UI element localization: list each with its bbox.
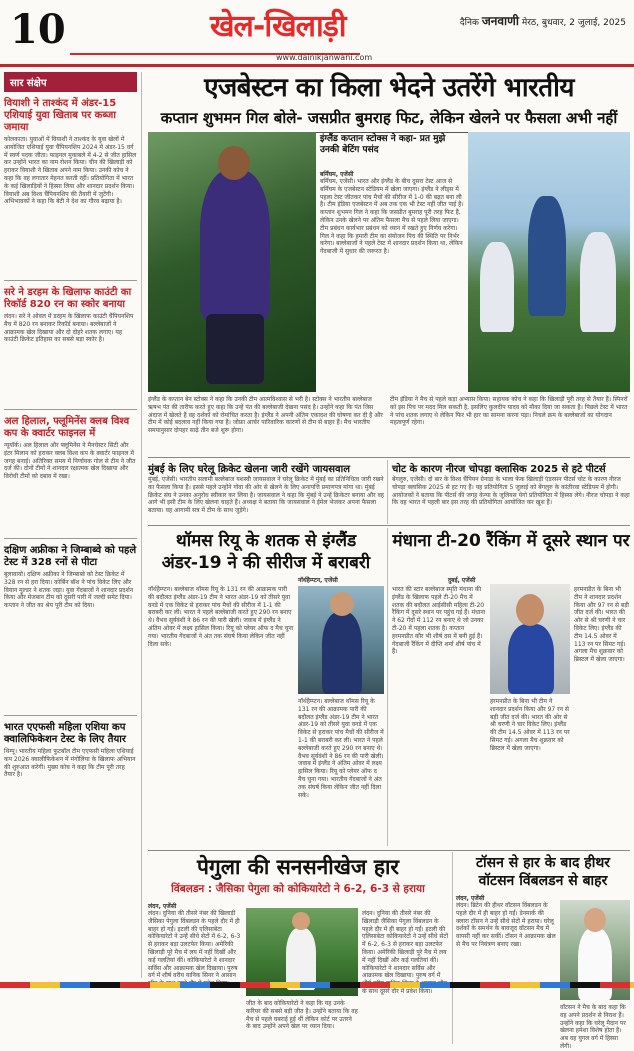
player-legs xyxy=(206,314,264,384)
player-figure xyxy=(580,232,616,332)
mandhana-photo xyxy=(490,584,570,694)
paper-prefix: दैनिक xyxy=(459,18,479,28)
pegula-body-col3: लंदन। दुनिया की तीसरे नंबर की खिलाड़ी जैसिका पेगुला विंबलडन के पहले दौर में ही बाहर हो गईं। इटली की एलिसाबेटा कोकियारेटो ने उन्हें सीधे सेटों में 6-2, 6-3 से हराकर बड़ा उलटफेर किया। अमेरिकी खिलाड़ी पूरे मैच में लय में नहीं दिखीं और कई गलतियां कीं। कोकियारेटो ने शानदार सर्विस और आक्रामक खेल दिखाया। पुरुष वर्ग में के साथ दूसरे दौर में प्रवेश किया। xyxy=(362,910,449,995)
player-figure xyxy=(528,196,566,316)
player-figure xyxy=(578,928,612,1000)
player-figure xyxy=(286,928,316,990)
website-url[interactable]: www.dainikjanwani.com xyxy=(276,53,373,62)
cricketer-photo xyxy=(298,586,384,694)
mandhana-body: भारत की स्टार बल्लेबाज स्मृति मंधाना की इंग्लैंड के खिलाफ पहले टी-20 मैच में शतक की बदौलत आईसीसी महिला टी-20 रैंकिंग में दूसरे स्थान पर पहुंच गई हैं। मंधाना ने 62 गेंदों में 112 रन बनाए थे जो उनका टी-20 में पहला शतक है। कप्तान हरमनप्रीत कौर भी शीर्ष दस में बनी हुई हैं। गेंदबाजी रैंकिंग में दीप्ति शर्मा शीर्ष पांच में हैं। xyxy=(392,586,486,656)
thomas-dateline: नॉर्थहैम्प्टन, एजेंसी xyxy=(298,577,338,584)
player-figure xyxy=(508,624,554,694)
paper-name: जनवाणी xyxy=(481,14,519,28)
player-head xyxy=(330,592,354,616)
brief-body: कोलकाता। युवाओं में वियाशी ने ताश्कंद के युवा खेलों में आयोजित एशियाई युवा चैंपियनशिप 2024 में अंडर-15 वर्ग में स्वर्ण पदक जीता। फाइनल मुकाबले में 4-2 से जीत हासिल कर उन्होंने भारत का नाम रोशन किया। चीन की खिलाड़ी को हराकर वियाशी ने खिताब अपने नाम किया। उनकी कोच ने कहा कि वह लगातार मेहनत करती रहीं। प्रतियोगिता में भारत के कई खिलाड़ियों ने हिस्सा लिया और शानदार प्रदर्शन किया। वियाशी अब विश्व चैंपियनशिप की तैयारी में जुटेंगी। अभिभावकों ने कहा कि बेटी ने देश का गौरव बढ़ाया है। xyxy=(4,136,137,206)
heather-body: लंदन। ब्रिटेन की हीथर वॉटसन विंबलडन के पहले दौर में ही बाहर हो गईं। डेनमार्क की क्लारा टॉसन ने उन्हें सीधे सेटों में हराया। घरेलू दर्शकों के समर्थन के बावजूद वॉटसन मैच में वापसी नहीं कर सकीं। टॉसन ने आक्रामक खेल से मैच पर नियंत्रण बनाए रखा। xyxy=(456,902,556,948)
color-registration-strip xyxy=(0,982,634,988)
pegula-body-cont: जीत के बाद कोकियारेटो ने कहा कि यह उनके करियर की सबसे बड़ी जीत है। उन्होंने बताया कि वह मैच से पहले घबराई हुई थीं लेकिन कोर्ट पर उतरने के बाद उन्होंने अपने खेल पर ध्यान दिया। xyxy=(246,1000,358,1031)
masthead xyxy=(0,0,634,64)
thomas-body: नॉर्थहैम्प्टन। बल्लेबाज थॉमस रियू के 131 रन की आक्रामक पारी की बदौलत इंग्लैंड अंडर-19 टीम ने भारत अंडर-19 को तीसरे युवा वनडे में एक विकेट से हराकर पांच मैचों की सीरीज में 1-1 की बराबरी कर ली। भारत ने पहले बल्लेबाजी करते हुए 290 रन बनाए थे। वैभव सूर्यवंशी ने 86 रन की पारी खेली। जवाब में इंग्लैंड ने अंतिम ओवर में लक्ष्य हासिल किया। रियू को प्लेयर ऑफ द मैच चुना गया। भारतीय गेंदबाजों ने अंत तक संघर्ष किया लेकिन जीत नहीं दिला सके। xyxy=(148,586,294,648)
pegula-dateline: लंदन, एजेंसी xyxy=(148,903,177,910)
lead-body-col1: बर्मिंघम, एजेंसी। भारत और इंग्लैंड के बीच दूसरा टेस्ट आज से बर्मिंघम के एजबेस्टन स्टेडियम में खेला जाएगा। इंग्लैंड ने लीड्स में पहला टेस्ट जीतकर पांच मैचों की सीरीज में 1-0 की बढ़त बना ली है। टीम इंडिया एजबेस्टन में अब तक एक भी टेस्ट नहीं जीत पाई है। कप्तान शुभमन गिल ने कहा कि जसप्रीत बुमराह पूरी तरह फिट हैं, लेकिन उनके खेलने पर अंतिम फैसला मैच से पहले लिया जाएगा। टीम प्रबंधन कार्यभार प्रबंधन को ध्यान में रखते हुए निर्णय करेगा। गिल ने कहा कि हमारी टीम का संयोजन पिच की स्थिति पर निर्भर करेगा। बल्लेबाजों ने पहले टेस्ट में शानदार प्रदर्शन किया था, लेकिन गेंदबाजी में सुधार की जरूरत है। xyxy=(320,178,464,256)
brief-headline: दक्षिण अफ्रीका ने जिम्बाब्वे को पहले टेस्ट में 328 रनों से पीटा xyxy=(4,545,137,568)
brief-headline: भारत एएफसी महिला एशिया कप क्वालिफिकेशन टेस्ट के लिए तैयार xyxy=(4,722,126,745)
mandhana-headline: मंधाना टी-20 रैंकिंग में दूसरे स्थान पर xyxy=(392,531,630,551)
brief-body: थिम्पू। भारतीय महिला फुटबॉल टीम एएफसी महिला एशियाई कप 2026 क्वालीफिकेशन में मंगोलिया के खिलाफ अभियान की शुरुआत करेगी। मुख्य कोच ने कहा कि टीम पूरी तरह तैयार है। xyxy=(4,748,136,779)
divider xyxy=(4,409,137,410)
divider xyxy=(148,850,630,851)
masthead-rule xyxy=(0,64,634,67)
divider xyxy=(452,852,453,1044)
player-head xyxy=(218,146,250,180)
heather-headline: टॉसन से हार के बाद हीथर वॉटसन विंबलडन से बाहर xyxy=(475,855,611,889)
neeraj-headline: चोट के कारण नीरज चोपड़ा क्लासिक 2025 से हटे पीटर्स xyxy=(392,464,606,475)
mumbai-body: मुंबई, एजेंसी। भारतीय सलामी बल्लेबाज यशस्वी जायसवाल ने घरेलू क्रिकेट में मुंबई का प्रतिनिधित्व जारी रखने का फैसला किया है। इससे पहले उन्होंने गोवा की ओर से खेलने के लिए अनापत्ति प्रमाणपत्र मांगा था। मुंबई क्रिकेट संघ ने उनका अनुरोध स्वीकार कर लिया है। जायसवाल ने कहा कि मुंबई ने उन्हें क्रिकेटर बनाया और वह आगे भी इसी टीम के लिए खेलना चाहते हैं। अध्यक्ष ने बताया कि जायसवाल ने ईमेल भेजकर अपना फैसला बताया। वह आगामी सत्र में टीम के साथ जुड़ेंगे। xyxy=(148,476,384,515)
mandhana-body-cont: हरमनप्रीत के बिना भी टीम ने शानदार प्रदर्शन किया और 97 रन से बड़ी जीत दर्ज की। भारत की ओर से श्री चरणी ने चार विकेट लिए। इंग्लैंड की टीम 14.5 ओवर में 113 रन पर सिमट गई। अगला मैच शुक्रवार को ब्रिस्टल में खेला जाएगा। xyxy=(490,698,570,752)
player-figure xyxy=(322,612,362,694)
player-head xyxy=(292,912,310,930)
player-figure xyxy=(480,242,514,332)
main-content xyxy=(148,72,630,1050)
divider xyxy=(148,457,630,458)
lead-kicker: इंग्लैंड कप्तान स्टोक्स ने कहा- प्रत मुझे उनकी बेटिंग पसंद xyxy=(320,134,446,155)
team-photo xyxy=(468,132,630,392)
lead-subheadline: कप्तान शुभमन गिल बोले- जसप्रीत बुमराह फिट, लेकिन खेलने पर फैसला अभी नहीं xyxy=(160,109,618,127)
thomas-body-cont: नॉर्थहैम्प्टन। बल्लेबाज थॉमस रियू के 131 रन की आक्रामक पारी की बदौलत इंग्लैंड अंडर-19 टीम ने भारत अंडर-19 को तीसरे युवा वनडे में एक विकेट से हराकर पांच मैचों की सीरीज में 1-1 की बराबरी कर ली। भारत ने पहले बल्लेबाजी करते हुए 290 रन बनाए थे। वैभव सूर्यवंशी ने 86 रन की पारी खेली। जवाब में इंग्लैंड ने अंतिम ओवर में लक्ष्य हासिल किया। रियू को प्लेयर ऑफ द मैच चुना गया। भारतीय गेंदबाजों ने अंत तक संघर्ष किया लेकिन जीत नहीं दिला सके। xyxy=(298,698,384,799)
section-title: खेल-खिलाड़ी xyxy=(210,9,346,44)
pegula-body: लंदन। दुनिया की तीसरे नंबर की खिलाड़ी जैसिका पेगुला विंबलडन के पहले दौर में ही बाहर हो गईं। इटली की एलिसाबेटा कोकियारेटो ने उन्हें सीधे सेटों में 6-2, 6-3 से हराकर बड़ा उलटफेर किया। अमेरिकी खिलाड़ी पूरे मैच में लय में नहीं दिखीं और कई गलतियां कीं। कोकियारेटो ने शानदार सर्विस और आक्रामक खेल दिखाया। पुरुष वर्ग में शीर्ष वरीय यानिक सिनर ने आसान xyxy=(148,910,241,980)
sidebar-briefs xyxy=(4,72,142,978)
date-line: मेरठ, बुधवार, 2 जुलाई, 2025 xyxy=(521,18,626,28)
divider xyxy=(387,460,388,524)
divider xyxy=(387,528,388,846)
brief-headline: सरे ने डरहम के खिलाफ काउंटी का रिकॉर्ड 820 रन का स्कोर बनाया xyxy=(4,287,132,310)
lead-dateline: बर्मिंघम, एजेंसी xyxy=(320,171,354,178)
heather-dateline: लंदन, एजेंसी xyxy=(456,895,485,902)
player-photo xyxy=(148,132,316,392)
pegula-headline: पेगुला की सनसनीखेज हार xyxy=(196,855,399,879)
mandhana-dateline: दुबई, एजेंसी xyxy=(448,577,476,584)
divider xyxy=(4,280,137,281)
mandhana-body-col3: हरमनप्रीत के बिना भी टीम ने शानदार प्रदर्शन किया और 97 रन से बड़ी जीत दर्ज की। भारत की ओर से श्री चरणी ने चार विकेट लिए। इंग्लैंड की टीम 14.5 ओवर में 113 रन पर सिमट गई। अगला मैच शुक्रवार को ब्रिस्टल में खेला जाएगा। xyxy=(574,586,629,664)
player-head xyxy=(584,908,606,932)
brief-body: बुलावायो। दक्षिण अफ्रीका ने जिम्बाब्वे को टेस्ट क्रिकेट में 328 रन से हरा दिया। कोर्बिन बॉश ने पांच विकेट लिए और वियान मुल्डर ने शतक जड़ा। युवा गेंदबाजों ने शानदार प्रदर्शन किया और मेजबान टीम को दूसरी पारी में जल्दी समेट दिया। कप्तान ने जीत का श्रेय पूरी टीम को दिया। xyxy=(4,571,134,610)
lead-body-col2: इंग्लैंड के कप्तान बेन स्टोक्स ने कहा कि उनकी टीम आत्मविश्वास से भरी है। स्टोक्स ने भारतीय बल्लेबाज ऋषभ पंत की तारीफ करते हुए कहा कि उन्हें पंत की बल्लेबाजी देखना पसंद है। उन्होंने कहा कि पंत जिस अंदाज में खेलते हैं वह दर्शकों को रोमांचित करता है। इंग्लैंड ने अपनी अंतिम एकादश की घोषणा कर दी है और टीम में कोई बदलाव नहीं किया गया है। जोफ्रा आर्चर पारिवारिक कारणों से टीम से बाहर हैं। मैच भारतीय समयानुसार दोपहर साढ़े तीन बजे शुरू होगा। xyxy=(148,396,383,435)
pegula-subheadline: विंबलडन : जैसिका पेगुला को कोकियारेटो ने 6-2, 6-3 से हराया xyxy=(171,883,425,895)
divider xyxy=(148,525,630,526)
neeraj-body: बेंगलुरु, एजेंसी। दो बार के विश्व चैंपियन ग्रेनाडा के भाला फेंक खिलाड़ी एंडरसन पीटर्स चोट के कारण नीरज चोपड़ा क्लासिक 2025 से हट गए हैं। यह प्रतियोगिता 5 जुलाई को बेंगलुरु के कांतीरवा स्टेडियम में होगी। आयोजकों ने बताया कि पीटर्स की जगह केन्या के जूलियस येगो प्रतियोगिता में हिस्सा लेंगे। नीरज चोपड़ा ने कहा कि वह भारत में पहली बार इस तरह की प्रतियोगिता आयोजित कर खुश हैं। xyxy=(392,476,630,507)
publication-info xyxy=(460,12,626,29)
sidebar-tag: सार संक्षेप xyxy=(4,72,137,92)
player-head xyxy=(516,594,544,626)
player-figure xyxy=(200,170,270,320)
brief-headline: वियाशी ने ताश्कंद में अंडर-15 एशियाई युवा खिताब पर कब्जा जमाया xyxy=(4,98,117,133)
lead-headline: एजबेस्टन का किला भेदने उतरेंगे भारतीय xyxy=(204,73,574,103)
mumbai-headline: मुंबई के लिए घरेलू क्रिकेट खेलना जारी रखेंगे जायसवाल xyxy=(148,464,350,475)
lead-body-col3: टीम इंडिया ने मैच से पहले कड़ा अभ्यास किया। सहायक कोच ने कहा कि खिलाड़ी पूरी तरह से तैयार हैं। स्पिनरों को इस पिच पर मदद मिल सकती है, इसलिए कुलदीप यादव को मौका दिया जा सकता है। पिछले टेस्ट में भारत ने पांच शतक लगाए थे लेकिन फिर भी हार का सामना करना पड़ा। निचले क्रम के बल्लेबाजों का योगदान महत्वपूर्ण रहेगा। xyxy=(390,396,628,427)
divider xyxy=(4,715,137,716)
page-number: 10 xyxy=(10,6,66,53)
heather-body-cont: वॉटसन ने मैच के बाद कहा कि वह अपने प्रदर्शन से निराश हैं। उन्होंने कहा कि घरेलू मैदान पर खेलना हमेशा विशेष होता है। अब वह युगल वर्ग में हिस्सा लेंगी। xyxy=(560,1004,626,1050)
brief-body: न्यूयॉर्क। अल हिलाल और फ्लूमिनेंस ने मैनचेस्टर सिटी और इंटर मिलान को हराकर क्लब विश्व कप के क्वार्टर फाइनल में जगह बनाई। अतिरिक्त समय में निर्णायक गोल से टीम ने जीत दर्ज की। दोनों टीमों ने शानदार रक्षात्मक खेल दिखाया और विरोधी टीमों को दबाव में रखा। xyxy=(4,442,136,481)
divider xyxy=(4,538,137,539)
brief-headline: अल हिलाल, फ्लूमिनेंस क्लब विश्व कप के क्वार्टर फाइनल में xyxy=(4,416,130,439)
brief-body: लंदन। सरे ने ओवल में डरहम के खिलाफ काउंटी चैंपियनशिप मैच में 820 रन बनाकर रिकॉर्ड बनाया। बल्लेबाजों ने आक्रामक खेल दिखाया और दो दोहरे शतक लगाए। यह काउंटी क्रिकेट इतिहास का सबसे बड़ा स्कोर है। xyxy=(4,313,134,344)
thomas-headline: थॉमस रियू के शतक से इंग्लैंड अंडर-19 ने की सीरीज में बराबरी xyxy=(161,531,371,573)
